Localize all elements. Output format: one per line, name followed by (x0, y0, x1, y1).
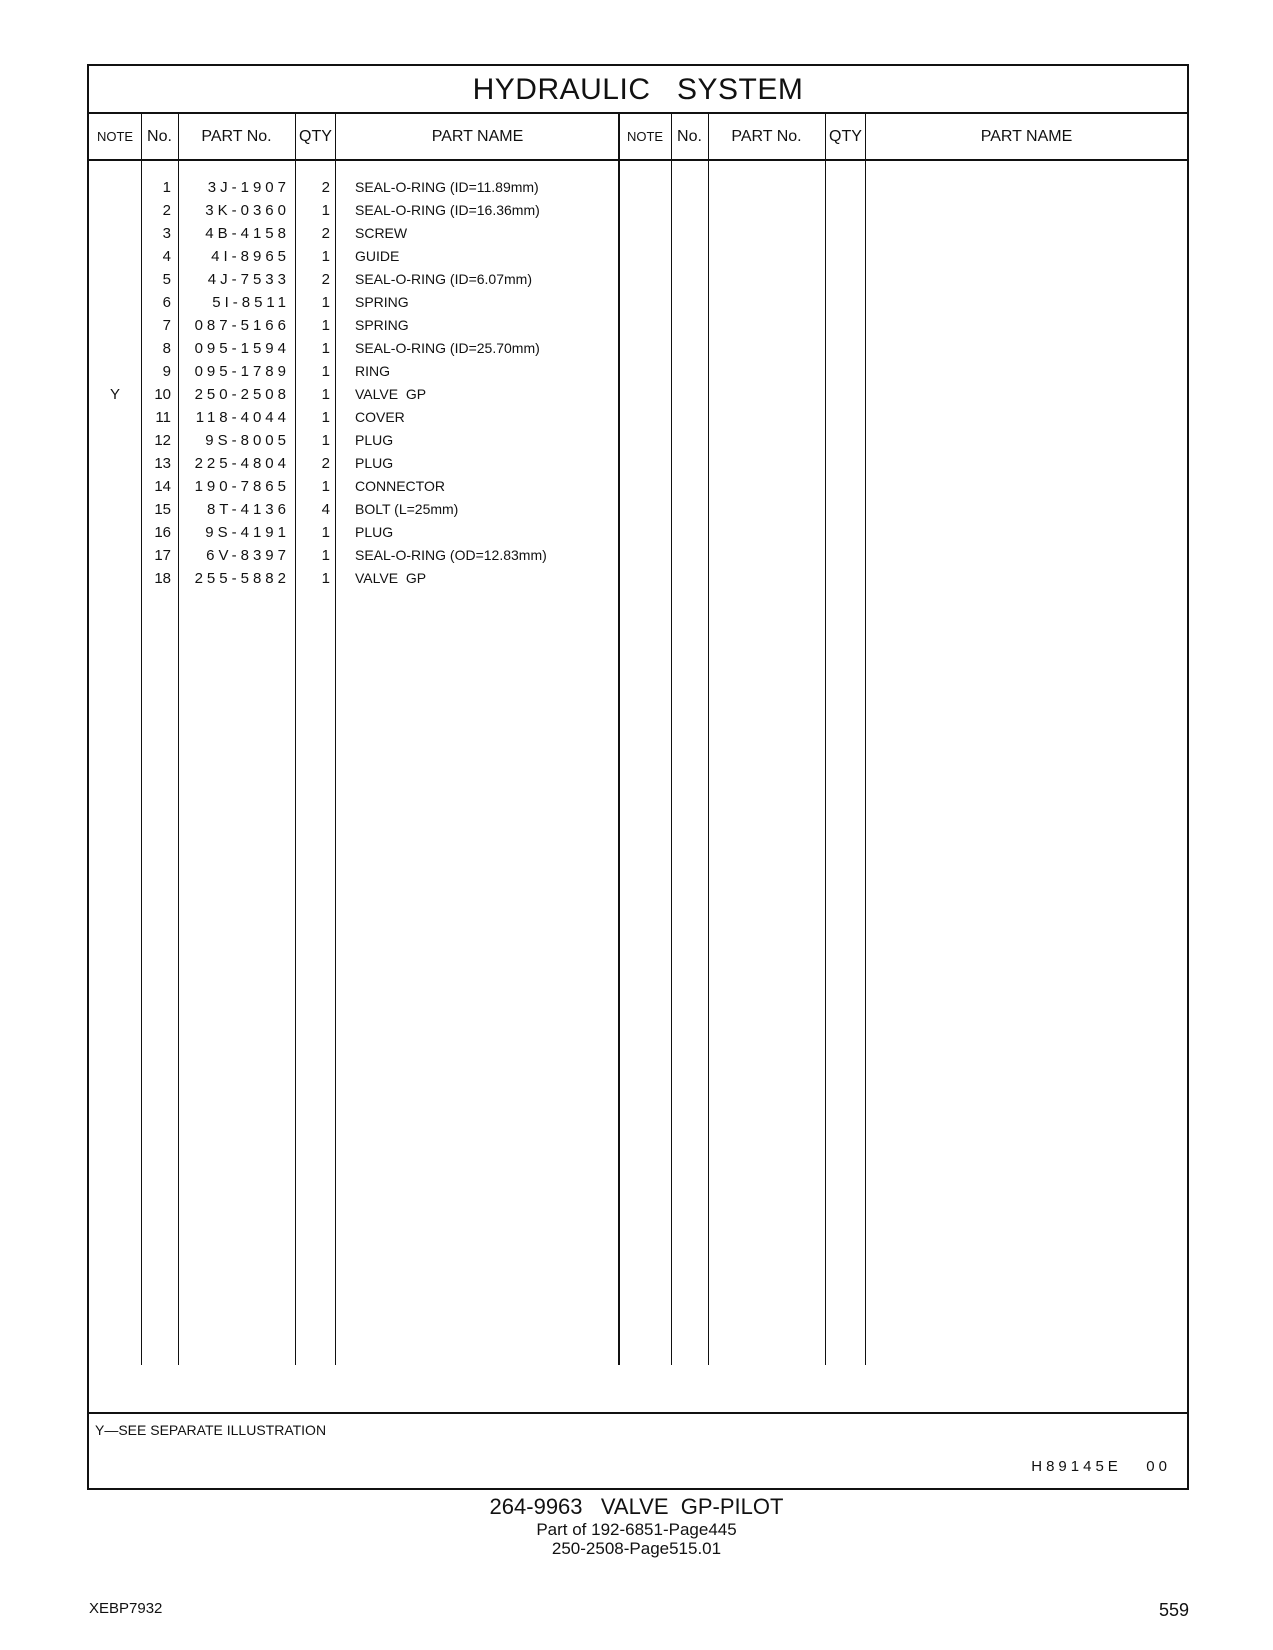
row-part-number: 4B-4158 (205, 225, 290, 242)
row-qty: 2 (321, 225, 330, 242)
row-part-name: BOLT (L=25mm) (355, 501, 459, 517)
row-part-name: PLUG (355, 524, 394, 540)
row-part-name: SCREW (355, 225, 408, 241)
row-part-number: 8T-4136 (206, 501, 290, 518)
row-note (89, 291, 141, 314)
row-number: 17 (154, 547, 171, 564)
row-part-name: PLUG (355, 455, 394, 471)
row-part-number: 190-7865 (194, 478, 290, 495)
header-part-no-right: PART No. (731, 128, 802, 145)
row-part-number: 095-1594 (194, 340, 290, 357)
row-note (89, 544, 141, 567)
row-qty: 1 (321, 570, 330, 587)
row-number: 16 (154, 524, 171, 541)
table-row (89, 498, 1187, 521)
row-part-number: 4J-7533 (207, 271, 290, 288)
row-part-number: 118-4044 (195, 409, 290, 426)
row-number: 14 (154, 478, 171, 495)
row-part-number: 5I-8511 (212, 294, 290, 311)
row-number: 15 (154, 501, 171, 518)
header-part-name-right: PART NAME (980, 128, 1073, 145)
row-part-number: 250-2508 (194, 386, 290, 403)
row-note (89, 314, 141, 337)
table-row (89, 199, 1187, 222)
table-row (89, 360, 1187, 383)
table-row (89, 222, 1187, 245)
row-part-number: 9S-8005 (205, 432, 290, 449)
row-qty: 2 (321, 179, 330, 196)
row-qty: 4 (321, 501, 330, 518)
row-note (89, 360, 141, 383)
row-part-name: CONNECTOR (355, 478, 445, 494)
table-row (89, 406, 1187, 429)
figure-caption (0, 1494, 1273, 1558)
row-qty: 1 (321, 294, 330, 311)
row-part-number: 087-5166 (194, 317, 290, 334)
table-row (89, 268, 1187, 291)
row-part-name: SPRING (355, 317, 409, 333)
row-qty: 1 (321, 432, 330, 449)
table-row (89, 337, 1187, 360)
row-note (89, 498, 141, 521)
table-row (89, 544, 1187, 567)
row-number: 9 (162, 363, 171, 380)
table-row (89, 567, 1187, 590)
illustration-footnote: Y—SEE SEPARATE ILLUSTRATION (95, 1422, 327, 1438)
row-part-name: SEAL-O-RING (ID=11.89mm) (355, 179, 539, 195)
page-number: 559 (1158, 1600, 1189, 1620)
row-qty: 1 (321, 340, 330, 357)
row-qty: 1 (321, 547, 330, 564)
row-part-name: VALVE GP (355, 570, 427, 586)
row-note (89, 222, 141, 245)
header-no: No. (147, 128, 172, 145)
row-part-name: SPRING (355, 294, 409, 310)
table-row (89, 176, 1187, 199)
table-header (89, 114, 1187, 161)
header-qty: QTY (299, 128, 332, 145)
header-note: NOTE (96, 129, 134, 144)
caption-title: 264-9963 VALVE GP-PILOT (489, 1494, 784, 1519)
table-row (89, 452, 1187, 475)
header-part-no: PART No. (201, 128, 272, 145)
row-note (89, 567, 141, 590)
row-part-number: 255-5882 (194, 570, 290, 587)
row-number: 13 (154, 455, 171, 472)
row-qty: 1 (321, 524, 330, 541)
row-part-name: COVER (355, 409, 405, 425)
section-title: HYDRAULIC SYSTEM (89, 66, 1187, 114)
row-qty: 1 (321, 409, 330, 426)
row-note (89, 452, 141, 475)
publication-id: XEBP7932 (89, 1600, 163, 1617)
row-part-number: 4I-8965 (211, 248, 290, 265)
document-code: H89145E 00 (1031, 1458, 1171, 1475)
row-part-name: VALVE GP (355, 386, 427, 402)
row-note (89, 268, 141, 291)
row-qty: 1 (321, 478, 330, 495)
row-note (89, 337, 141, 360)
parts-list-frame (87, 64, 1189, 1490)
row-part-name: RING (355, 363, 390, 379)
row-part-number: 095-1789 (194, 363, 290, 380)
row-part-number: 3K-0360 (205, 202, 290, 219)
table-row (89, 291, 1187, 314)
row-part-name: SEAL-O-RING (OD=12.83mm) (355, 547, 547, 563)
row-qty: 1 (321, 363, 330, 380)
caption-line-2: 250-2508-Page515.01 (551, 1539, 722, 1558)
row-part-number: 9S-4191 (205, 524, 290, 541)
row-number: 8 (162, 340, 171, 357)
footer-divider (89, 1412, 1187, 1414)
row-number: 11 (155, 409, 171, 426)
table-row (89, 475, 1187, 498)
row-number: 6 (162, 294, 171, 311)
row-part-name: SEAL-O-RING (ID=25.70mm) (355, 340, 540, 356)
row-part-name: SEAL-O-RING (ID=16.36mm) (355, 202, 540, 218)
row-note (89, 199, 141, 222)
row-number: 5 (162, 271, 171, 288)
row-part-number: 6V-8397 (206, 547, 290, 564)
row-qty: 2 (321, 271, 330, 288)
header-part-name: PART NAME (431, 128, 524, 145)
row-note: Y (109, 386, 120, 403)
row-note (89, 475, 141, 498)
row-part-number: 225-4804 (194, 455, 290, 472)
caption-line-1: Part of 192-6851-Page445 (536, 1520, 737, 1539)
row-number: 18 (154, 570, 171, 587)
row-part-number: 3J-1907 (207, 179, 290, 196)
row-number: 12 (154, 432, 171, 449)
header-no-right: No. (677, 128, 702, 145)
table-row (89, 429, 1187, 452)
row-number: 2 (162, 202, 171, 219)
row-note (89, 521, 141, 544)
row-note (89, 245, 141, 268)
row-qty: 1 (321, 248, 330, 265)
row-part-name: GUIDE (355, 248, 400, 264)
table-row (89, 245, 1187, 268)
row-number: 1 (162, 179, 171, 196)
row-number: 10 (154, 386, 171, 403)
row-part-name: PLUG (355, 432, 394, 448)
table-row (89, 314, 1187, 337)
row-part-name: SEAL-O-RING (ID=6.07mm) (355, 271, 532, 287)
row-qty: 1 (321, 386, 330, 403)
row-qty: 1 (321, 317, 330, 334)
header-qty-right: QTY (829, 128, 862, 145)
row-number: 4 (162, 248, 171, 265)
row-note (89, 429, 141, 452)
table-row (89, 521, 1187, 544)
row-qty: 1 (321, 202, 330, 219)
row-qty: 2 (321, 455, 330, 472)
header-note-right: NOTE (626, 129, 664, 144)
row-note (89, 406, 141, 429)
row-number: 7 (162, 317, 171, 334)
row-note (89, 176, 141, 199)
table-row (89, 383, 1187, 406)
row-number: 3 (162, 225, 171, 242)
